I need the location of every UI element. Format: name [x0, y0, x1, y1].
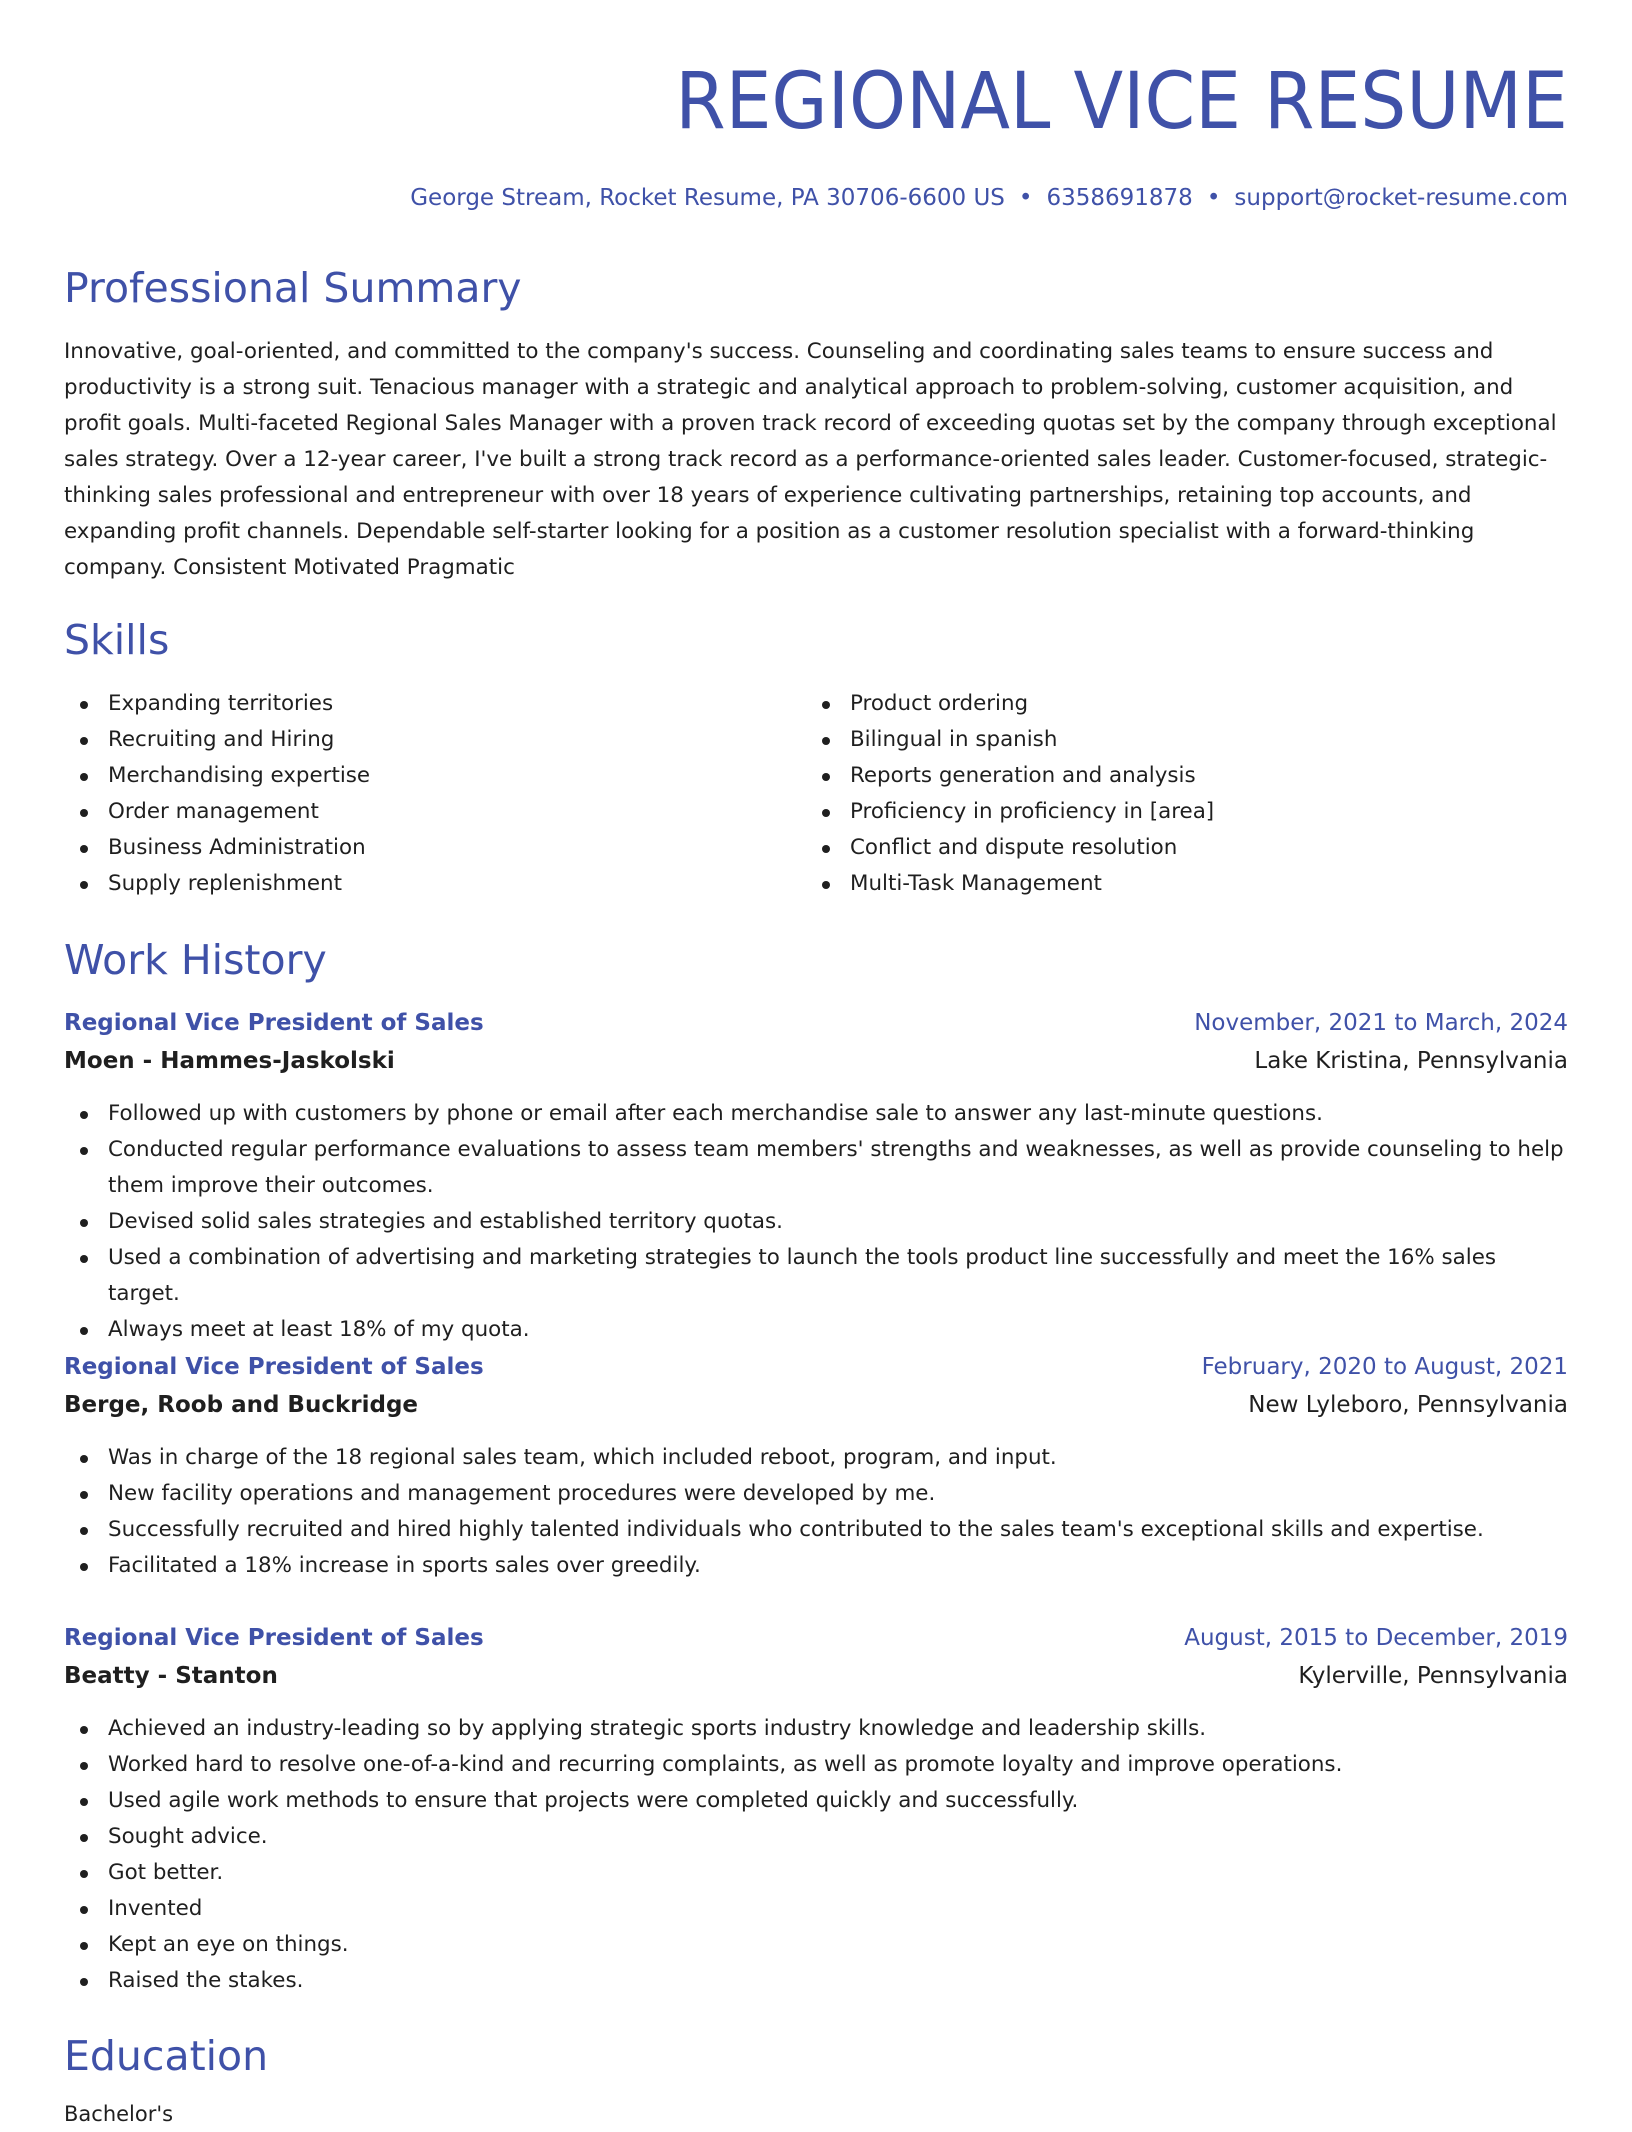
job-bullet: Used a combination of advertising and marketing strategies to launch the tools product line successfully and meet the 16% sales target. — [64, 1240, 1568, 1312]
skill-item: Product ordering — [806, 686, 1546, 722]
skill-item: Business Administration — [64, 830, 804, 866]
job-dates: August, 2015 to December, 2019 — [1184, 1625, 1568, 1651]
job-company-row — [64, 1657, 1568, 1695]
job-entry — [64, 1619, 1568, 1999]
contact-phone: 6358691878 — [1046, 185, 1193, 211]
job-bullet: Was in charge of the 18 regional sales team, which included reboot, program, and input. — [64, 1440, 1568, 1476]
job-header-row — [64, 1004, 1568, 1042]
skill-item: Order management — [64, 794, 804, 830]
contact-line — [410, 180, 1568, 216]
job-bullet: Always meet at least 18% of my quota. — [64, 1312, 1568, 1348]
job-bullet: Got better. — [64, 1855, 1568, 1891]
contact-email[interactable]: support@rocket-resume.com — [1234, 185, 1568, 211]
skill-item: Recruiting and Hiring — [64, 722, 804, 758]
job-bullets — [64, 1440, 1568, 1584]
job-bullet: Sought advice. — [64, 1819, 1568, 1855]
skills-list-right — [806, 686, 1546, 902]
job-header-row — [64, 1348, 1568, 1386]
skill-item: Supply replenishment — [64, 866, 804, 902]
job-title: Regional Vice President of Sales — [64, 1625, 484, 1651]
skill-item: Multi-Task Management — [806, 866, 1546, 902]
job-company-row — [64, 1042, 1568, 1080]
job-entry — [64, 1004, 1568, 1348]
job-dates: November, 2021 to March, 2024 — [1194, 1010, 1568, 1036]
skill-item: Conflict and dispute resolution — [806, 830, 1546, 866]
education-heading: Education — [64, 2032, 269, 2080]
skill-item: Proficiency in proficiency in [area] — [806, 794, 1546, 830]
education-degree: Bachelor's — [64, 2102, 174, 2126]
job-bullet: Successfully recruited and hired highly talented individuals who contributed to the sales team's exceptional skills and expertise. — [64, 1512, 1568, 1548]
skill-item: Expanding territories — [64, 686, 804, 722]
resume-title: REGIONAL VICE RESUME — [675, 57, 1568, 147]
job-title: Regional Vice President of Sales — [64, 1010, 484, 1036]
job-company: Berge, Roob and Buckridge — [64, 1392, 419, 1418]
job-bullet: Raised the stakes. — [64, 1963, 1568, 1999]
skill-item: Reports generation and analysis — [806, 758, 1546, 794]
resume-page — [64, 0, 1568, 2126]
job-bullet: Worked hard to resolve one-of-a-kind and recurring complaints, as well as promote loyalty and improve operations. — [64, 1747, 1568, 1783]
skill-item: Bilingual in spanish — [806, 722, 1546, 758]
job-bullet: Invented — [64, 1891, 1568, 1927]
job-bullet: Devised solid sales strategies and established territory quotas. — [64, 1204, 1568, 1240]
work-history-heading: Work History — [64, 936, 327, 984]
job-bullet: Conducted regular performance evaluations to assess team members' strengths and weaknesses, as well as provide counseling to help them improve their outcomes. — [64, 1132, 1568, 1204]
contact-separator: • — [1018, 185, 1033, 211]
job-company: Beatty - Stanton — [64, 1663, 278, 1689]
job-bullet: Followed up with customers by phone or email after each merchandise sale to answer any last-minute questions. — [64, 1096, 1568, 1132]
skills-list-left — [64, 686, 804, 902]
contact-address: George Stream, Rocket Resume, PA 30706-6600 US — [410, 185, 1005, 211]
job-bullet: Used agile work methods to ensure that projects were completed quickly and successfully. — [64, 1783, 1568, 1819]
skill-item: Merchandising expertise — [64, 758, 804, 794]
contact-separator: • — [1206, 185, 1221, 211]
summary-heading: Professional Summary — [64, 264, 522, 312]
job-bullet: New facility operations and management procedures were developed by me. — [64, 1476, 1568, 1512]
job-bullets — [64, 1096, 1568, 1348]
job-bullet: Facilitated a 18% increase in sports sales over greedily. — [64, 1548, 1568, 1584]
job-bullet: Achieved an industry-leading so by applying strategic sports industry knowledge and leadership skills. — [64, 1711, 1568, 1747]
job-company: Moen - Hammes-Jaskolski — [64, 1048, 395, 1074]
job-bullets — [64, 1711, 1568, 1999]
job-company-row — [64, 1386, 1568, 1424]
skills-heading: Skills — [64, 616, 170, 664]
job-location: Kylerville, Pennsylvania — [1298, 1663, 1568, 1689]
job-dates: February, 2020 to August, 2021 — [1201, 1354, 1568, 1380]
job-entry — [64, 1348, 1568, 1584]
job-location: Lake Kristina, Pennsylvania — [1254, 1048, 1568, 1074]
job-bullet: Kept an eye on things. — [64, 1927, 1568, 1963]
job-title: Regional Vice President of Sales — [64, 1354, 484, 1380]
job-location: New Lyleboro, Pennsylvania — [1248, 1392, 1568, 1418]
summary-text: Innovative, goal-oriented, and committed to the company's success. Counseling and coordinating sales teams to ensure success and productivity is a strong suit. Tenacious manager with a strategic and analytical approach to problem-solving, customer acquisition, and profit goals. Multi-faceted Regional Sales Manager with a proven track record of exceeding quotas set by the company through exceptional sales strategy. Over a 12-year career, I've built a strong track record as a performance-oriented sales leader. Customer-focused, strategic-thinking sales professional and entrepreneur with over 18 years of experience cultivating partnerships, retaining top accounts, and expanding profit channels. Dependable self-starter looking for a position as a customer resolution specialist with a forward-thinking company. Consistent Motivated Pragmatic — [64, 339, 1557, 580]
job-header-row — [64, 1619, 1568, 1657]
